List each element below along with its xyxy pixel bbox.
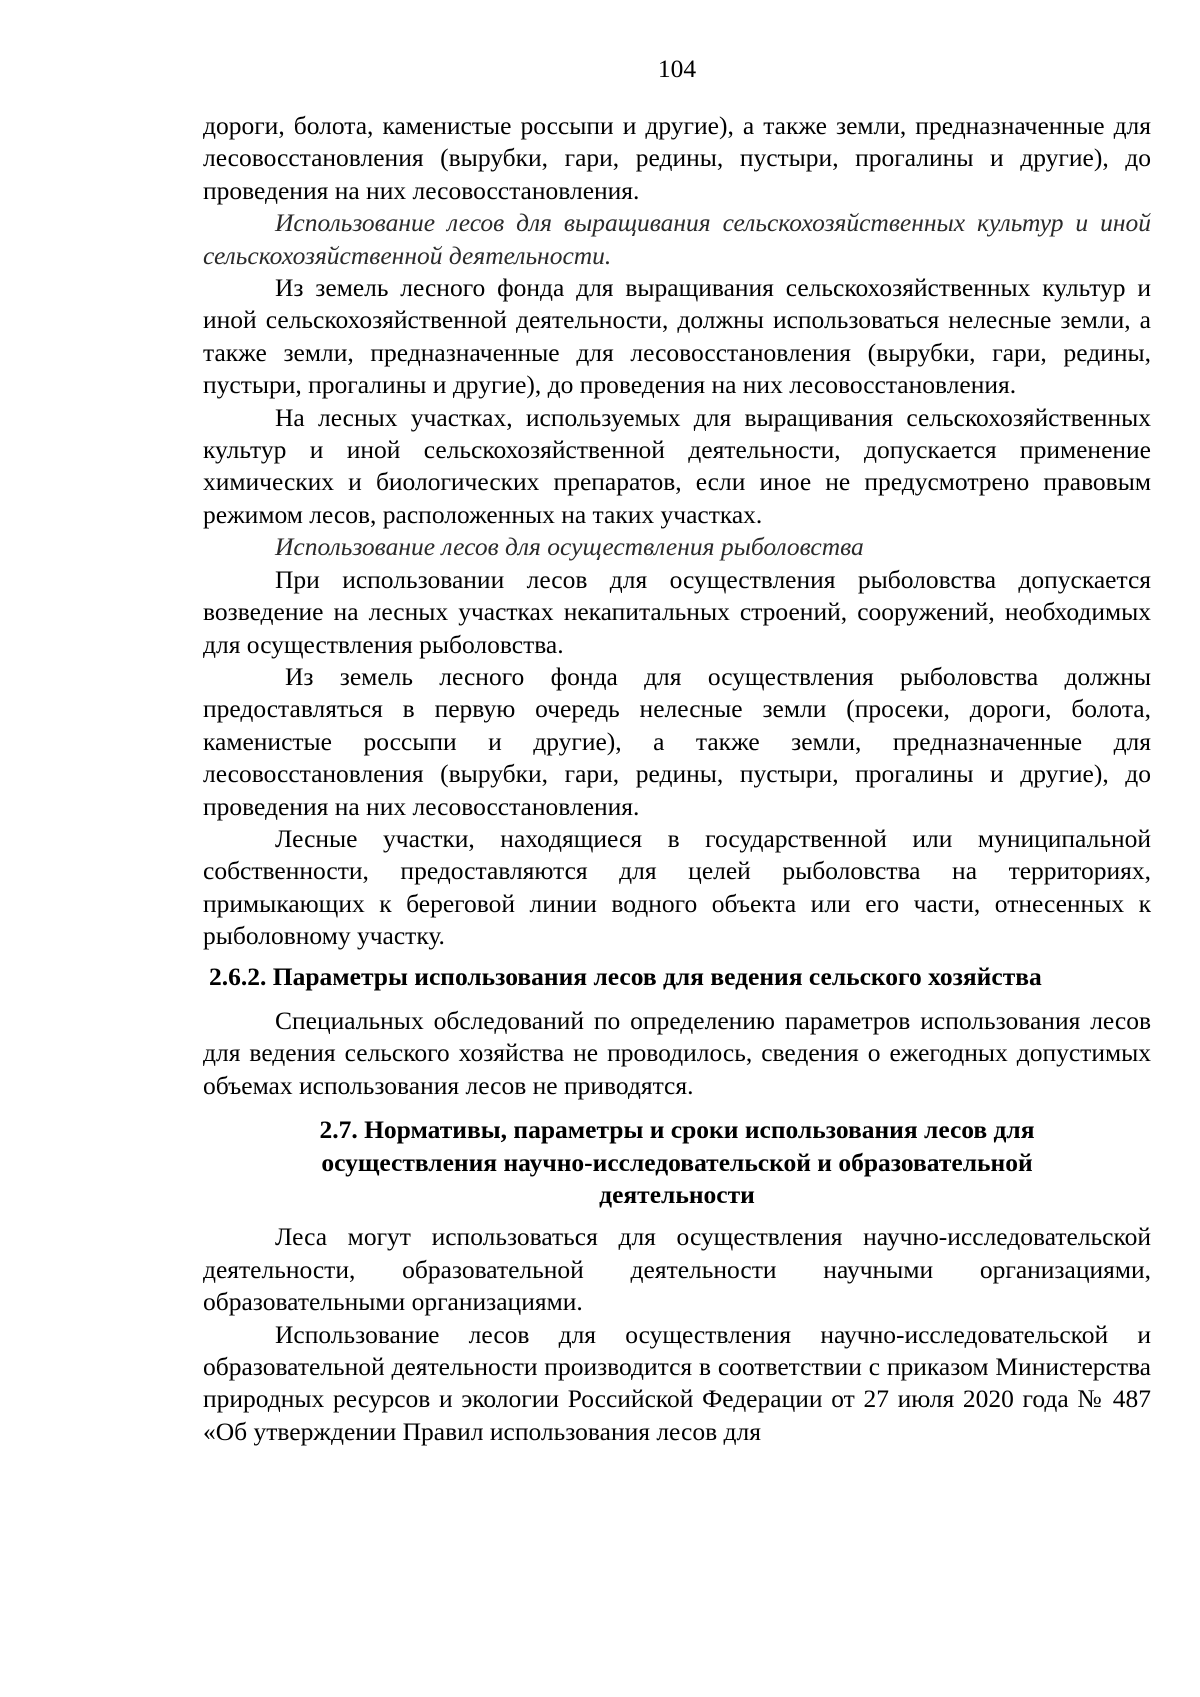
page-number: 104 bbox=[657, 54, 697, 83]
paragraph-fishing-plots: Лесные участки, находящиеся в государственной или муниципальной собственности, предоставляются для целей рыболовства на территориях, примыкающих к береговой линии водного объекта или его части, отнесенных к рыболовному участку. bbox=[203, 823, 1151, 951]
section-heading-2-7: 2.7. Нормативы, параметры и сроки использования лесов для осуществления научно-исследовательской и образовательной деятельности bbox=[319, 1115, 1035, 1209]
paragraph-continuation: дороги, болота, каменистые россыпи и другие), а также земли, предназначенные для лесовосстановления (вырубки, гари, редины, пустыри, прогалины и другие), до проведения на них лесовосстановления. bbox=[203, 111, 1151, 205]
subheading-agriculture: Использование лесов для выращивания сельскохозяйственных культур и иной сельскохозяйственной деятельности. bbox=[203, 208, 1151, 270]
paragraph-agriculture-parameters: Специальных обследований по определению параметров использования лесов для ведения сельского хозяйства не проводилось, сведения о ежегодных допустимых объемах использования лесов не приводятся. bbox=[203, 1005, 1151, 1100]
paragraph-research-order: Использование лесов для осуществления научно-исследовательской и образовательной деятельности производится в соответствии с приказом Министерства природных ресурсов и экологии Российской Федерации от 27 июля 2020 года № 487 «Об утверждении Правил использования лесов для bbox=[203, 1319, 1151, 1446]
paragraph-fishing-lands: Из земель лесного фонда для осуществления рыболовства должны предоставляться в первую очередь нелесные земли (просеки, дороги, болота, каменистые россыпи и другие), а также земли, предназначенные для лесовосстановления (вырубки, гари, редины, пустыри, прогалины и другие), до проведения на них лесовосстановления. bbox=[203, 661, 1151, 821]
document-page bbox=[203, 54, 1151, 1448]
paragraph-agriculture-chemicals: На лесных участках, используемых для выращивания сельскохозяйственных культур и иной сельскохозяйственной деятельности, допускается применение химических и биологических препаратов, если иное не предусмотрено правовым режимом лесов, расположенных на таких участках. bbox=[203, 402, 1151, 529]
paragraph-research-forests: Леса могут использоваться для осуществления научно-исследовательской деятельности, образовательной деятельности научными организациями, образовательными организациями. bbox=[203, 1222, 1151, 1317]
section-heading-2-6-2: 2.6.2. Параметры использования лесов для ведения сельского хозяйства bbox=[209, 961, 1042, 991]
paragraph-fishing-structures: При использовании лесов для осуществления рыболовства допускается возведение на лесных участках некапитальных строений, сооружений, необходимых для осуществления рыболовства. bbox=[203, 564, 1151, 659]
paragraph-agriculture-lands: Из земель лесного фонда для выращивания сельскохозяйственных культур и иной сельскохозяйственной деятельности, должны использоваться нелесные земли, а также земли, предназначенные для лесовосстановления (вырубки, гари, редины, пустыри, прогалины и другие), до проведения на них лесовосстановления. bbox=[203, 273, 1151, 400]
subheading-fishing: Использование лесов для осуществления рыболовства bbox=[275, 532, 864, 562]
